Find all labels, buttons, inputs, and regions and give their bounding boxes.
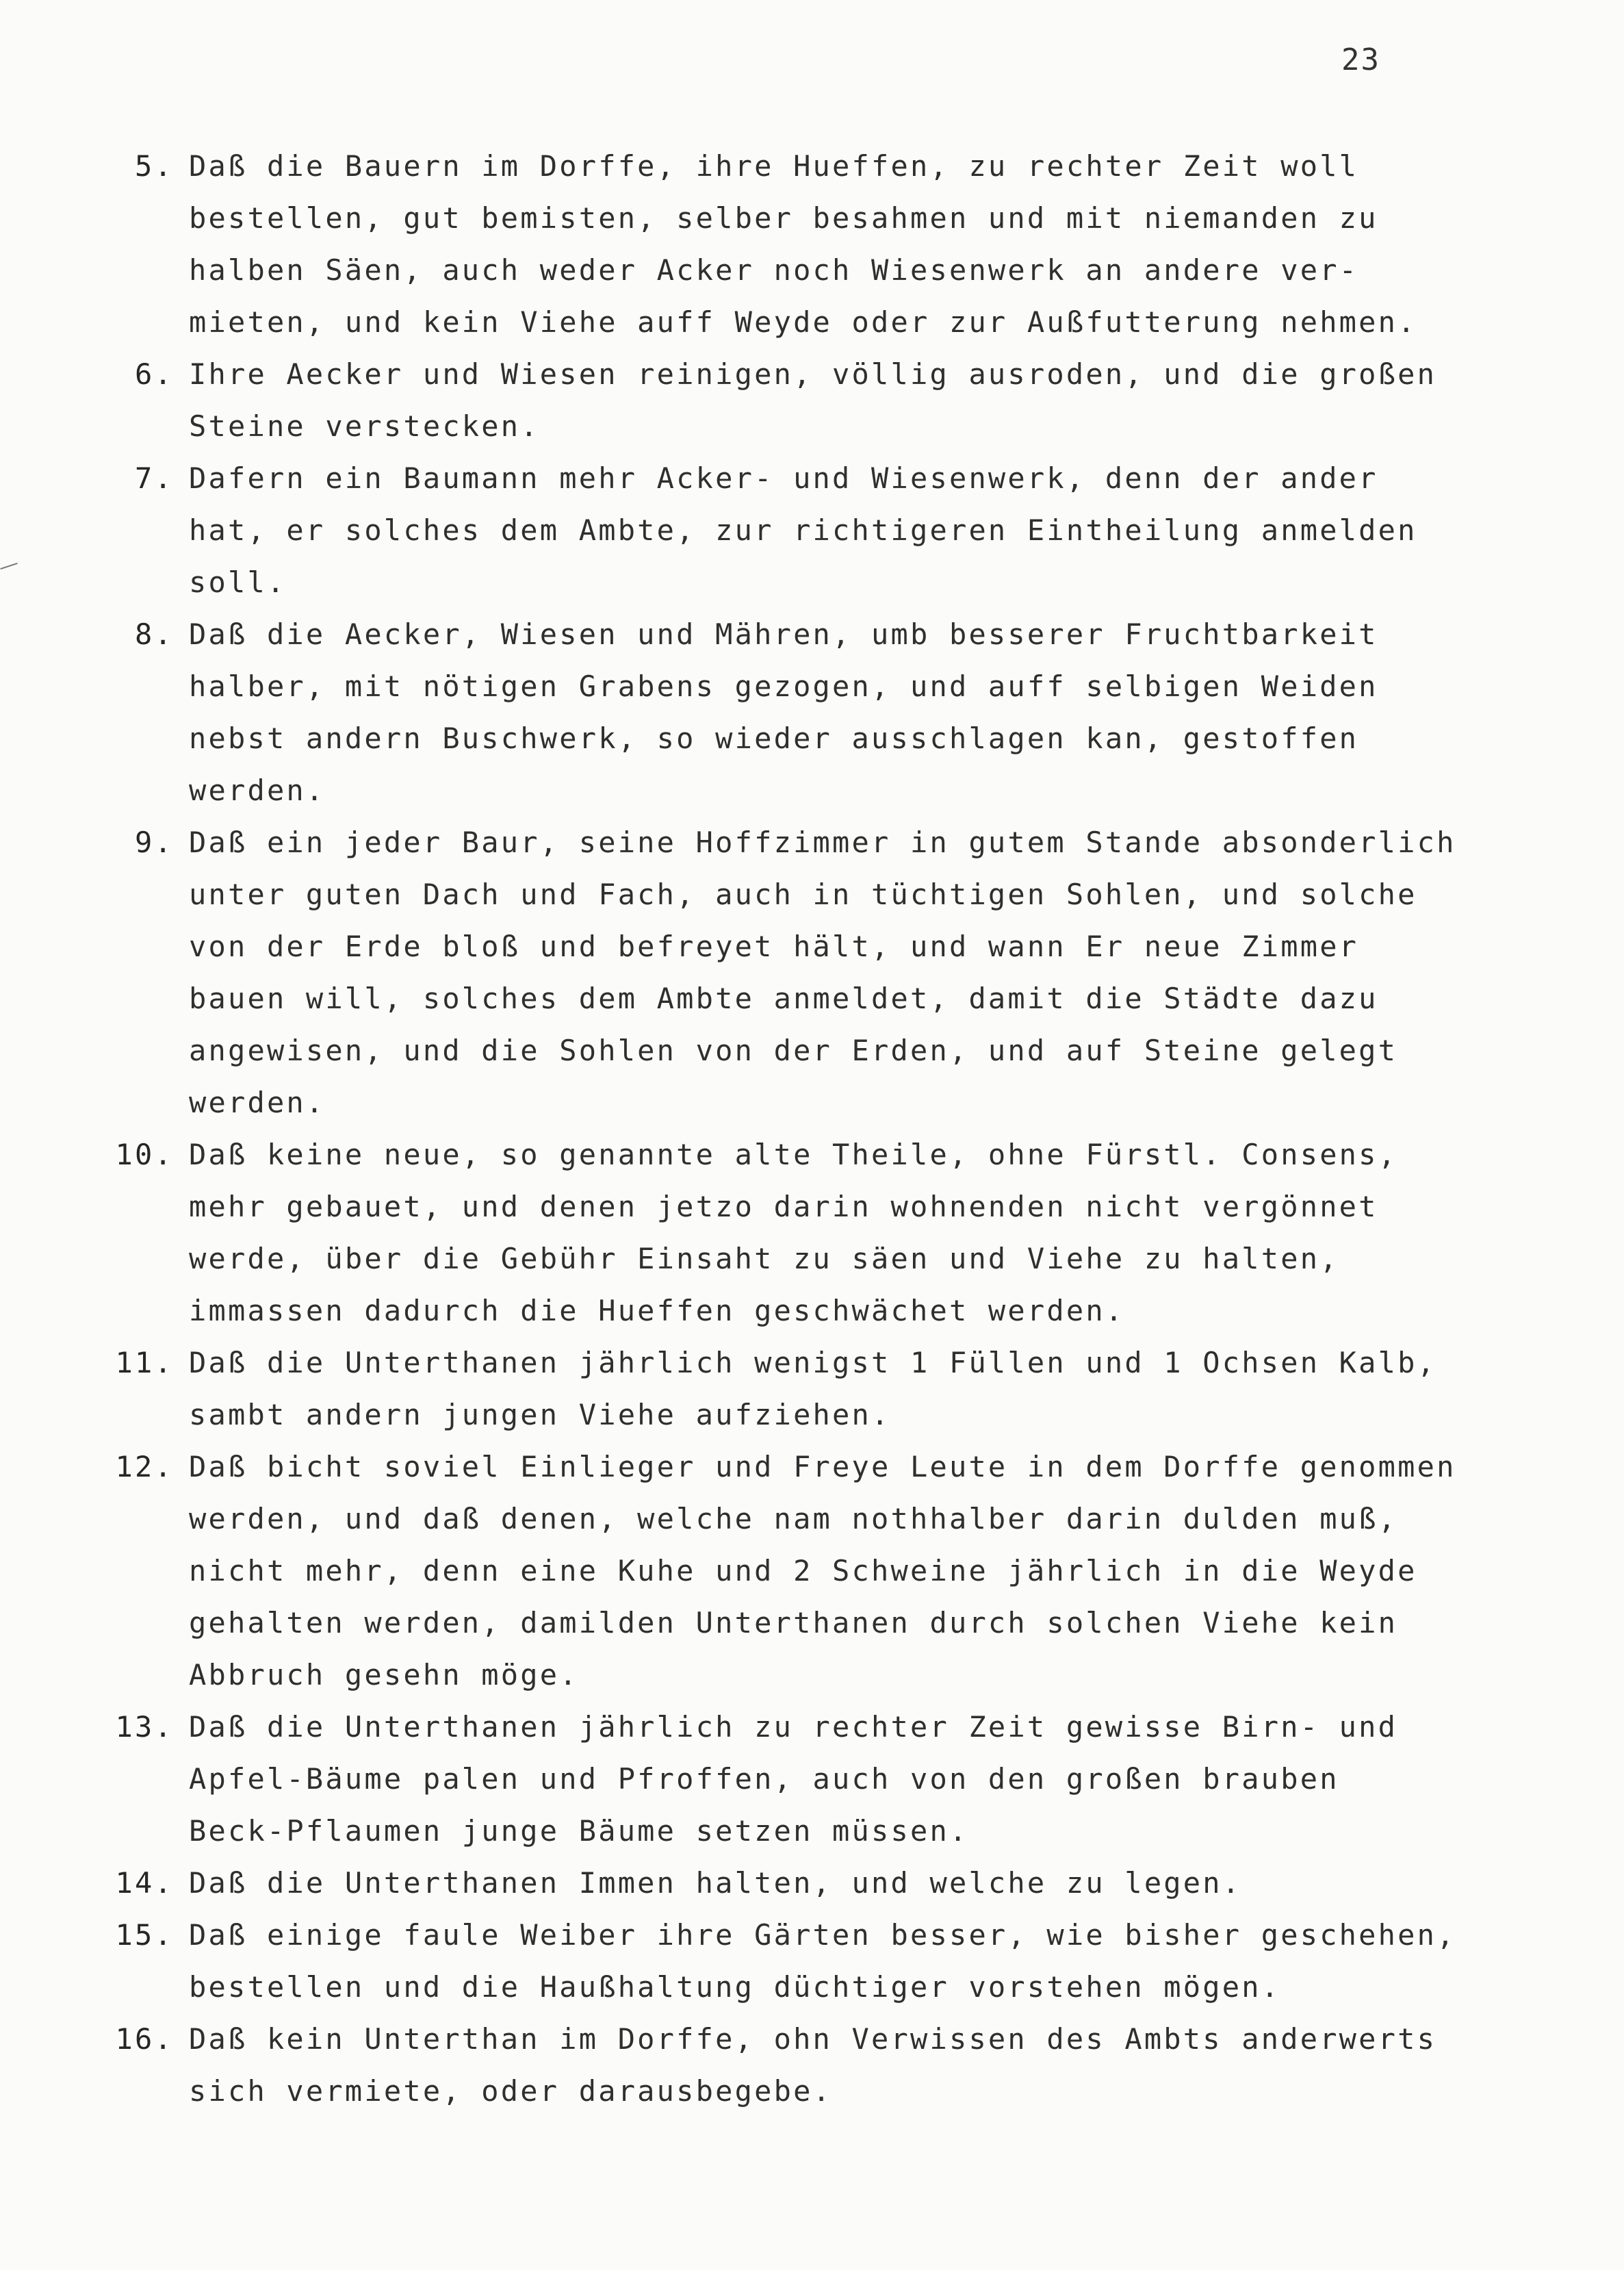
text-line: soll. [189,565,287,599]
item-text [183,609,1567,817]
list-item [109,140,1567,348]
text-line: nicht mehr, denn eine Kuhe und 2 Schweine jährlich in die Weyde [189,1554,1417,1587]
text-line: nebst andern Buschwerk, so wieder ausschlagen kan, gestoffen [189,722,1359,755]
item-number: 16. [115,2022,174,2056]
item-text [183,140,1567,348]
list-item [109,1441,1567,1701]
text-line: unter guten Dach und Fach, auch in tüchtigen Sohlen, und solche [189,878,1417,911]
text-line: bestellen und die Haußhaltung düchtiger vorstehen mögen. [189,1970,1281,2004]
text-line: Daß die Bauern im Dorffe, ihre Hueffen, zu rechter Zeit woll [189,149,1359,183]
item-text [183,2013,1567,2117]
item-text [183,817,1567,1129]
text-line: Beck-Pflaumen junge Bäume setzen müssen. [189,1814,969,1848]
item-number: 14. [115,1866,174,1900]
list-item [109,2013,1567,2117]
text-line: halber, mit nötigen Grabens gezogen, und auff selbigen Weiden [189,669,1378,703]
text-line: von der Erde bloß und befreyet hält, und wann Er neue Zimmer [189,930,1359,963]
text-line: Daß bicht soviel Einlieger und Freye Leute in dem Dorffe genommen [189,1450,1456,1483]
list-item [109,817,1567,1129]
item-text [183,1337,1567,1441]
item-text [183,1909,1567,2013]
text-line: werden, und daß denen, welche nam nothhalber darin dulden muß, [189,1502,1398,1535]
list-item [109,348,1567,452]
text-line: Daß die Unterthanen Immen halten, und welche zu legen. [189,1866,1242,1900]
text-line: Apfel-Bäume palen und Pfroffen, auch von den großen brauben [189,1762,1339,1796]
text-line: mieten, und kein Viehe auff Weyde oder zur Außfutterung nehmen. [189,305,1417,339]
text-line: mehr gebauet, und denen jetzo darin wohnenden nicht vergönnet [189,1190,1378,1223]
page-number: 23 [1341,42,1380,77]
text-line: hat, er solches dem Ambte, zur richtigeren Eintheilung anmelden [189,513,1417,547]
list-item [109,609,1567,817]
item-number: 10. [115,1138,174,1171]
text-line: Daß die Aecker, Wiesen und Mähren, umb besserer Fruchtbarkeit [189,617,1378,651]
text-line: werden. [189,774,326,807]
text-line: Daß die Unterthanen jährlich wenigst 1 Füllen und 1 Ochsen Kalb, [189,1346,1437,1379]
text-line: Abbruch gesehn möge. [189,1658,579,1692]
item-number: 12. [115,1450,174,1483]
item-number: 8. [135,617,174,651]
text-line: werde, über die Gebühr Einsaht zu säen und Viehe zu halten, [189,1242,1339,1275]
text-line: gehalten werden, damilden Unterthanen durch solchen Viehe kein [189,1606,1398,1640]
text-line: bauen will, solches dem Ambte anmeldet, damit die Städte dazu [189,982,1378,1015]
text-line: bestellen, gut bemisten, selber besahmen und mit niemanden zu [189,201,1378,235]
numbered-regulations-list [109,140,1567,2117]
text-line: Dafern ein Baumann mehr Acker- und Wiesenwerk, denn der ander [189,461,1378,495]
list-item [109,1857,1567,1909]
list-item [109,1337,1567,1441]
item-text [183,1441,1567,1701]
text-line: Daß die Unterthanen jährlich zu rechter Zeit gewisse Birn- und [189,1710,1398,1744]
text-line: Daß ein jeder Baur, seine Hoffzimmer in gutem Stande absonderlich [189,826,1456,859]
item-number: 13. [115,1710,174,1744]
text-line: Ihre Aecker und Wiesen reinigen, völlig ausroden, und die großen [189,357,1437,391]
list-item [109,452,1567,609]
item-number: 9. [135,826,174,859]
text-line: Steine verstecken. [189,409,540,443]
item-number: 6. [135,357,174,391]
item-text [183,348,1567,452]
list-item [109,1909,1567,2013]
text-line: immassen dadurch die Hueffen geschwächet werden. [189,1294,1125,1327]
item-text [183,1129,1567,1337]
text-line: halben Säen, auch weder Acker noch Wiesenwerk an andere ver- [189,253,1359,287]
text-line: Daß keine neue, so genannte alte Theile, ohne Fürstl. Consens, [189,1138,1398,1171]
item-number: 15. [115,1918,174,1952]
item-number: 5. [135,149,174,183]
list-item [109,1129,1567,1337]
item-number: 7. [135,461,174,495]
stray-pen-mark [0,563,17,570]
text-line: sambt andern jungen Viehe aufziehen. [189,1398,891,1431]
text-line: werden. [189,1086,326,1119]
text-line: angewisen, und die Sohlen von der Erden, und auf Steine gelegt [189,1034,1398,1067]
text-line: sich vermiete, oder darausbegebe. [189,2074,833,2108]
text-line: Daß kein Unterthan im Dorffe, ohn Verwissen des Ambts anderwerts [189,2022,1437,2056]
text-line: Daß einige faule Weiber ihre Gärten besser, wie bisher geschehen, [189,1918,1456,1952]
item-text [183,452,1567,609]
list-item [109,1701,1567,1857]
item-number: 11. [115,1346,174,1379]
item-text [183,1701,1567,1857]
item-text [183,1857,1567,1909]
